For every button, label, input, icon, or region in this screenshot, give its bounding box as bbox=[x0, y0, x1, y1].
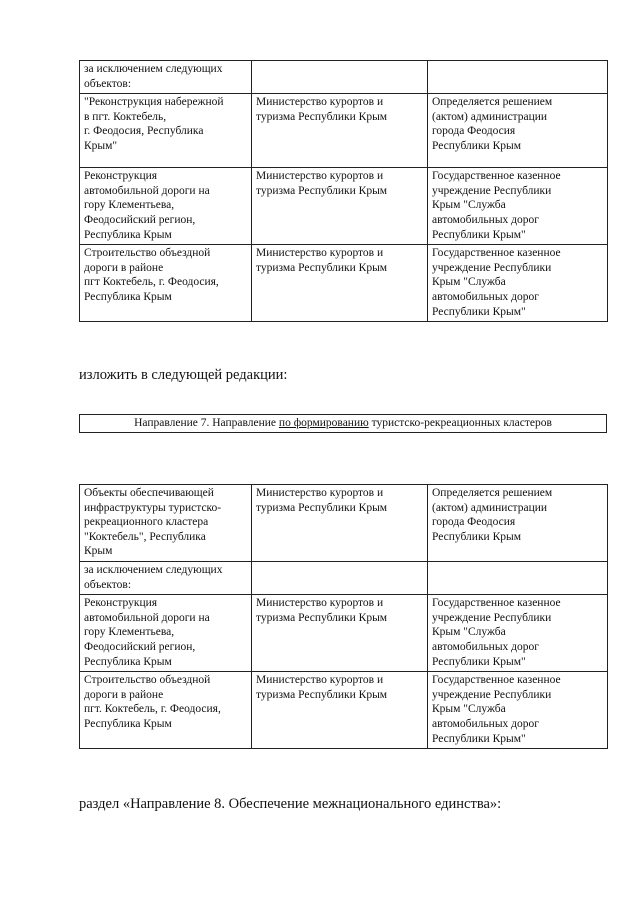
table-row bbox=[80, 561, 608, 594]
executor-cell: Определяется решением (актом) администрации города Феодосия Республики Крым bbox=[428, 485, 608, 562]
table-row bbox=[80, 485, 608, 562]
ministry-cell bbox=[252, 561, 428, 594]
direction-heading-prefix: Направление 7. Направление bbox=[134, 417, 279, 429]
object-cell: Строительство объездной дороги в районе пгт Коктебель, г. Феодосия, Республика Крым bbox=[80, 245, 252, 322]
ministry-cell: Министерство курортов и туризма Республики Крым bbox=[252, 672, 428, 749]
executor-cell: Определяется решением (актом) администрации города Феодосия Республики Крым bbox=[428, 94, 608, 168]
ministry-cell bbox=[252, 61, 428, 94]
section-text: раздел «Направление 8. Обеспечение межнационального единства»: bbox=[79, 796, 502, 812]
direction-heading-box bbox=[79, 414, 607, 433]
ministry-cell: Министерство курортов и туризма Республики Крым bbox=[252, 94, 428, 168]
executor-cell bbox=[428, 61, 608, 94]
executor-cell: Государственное казенное учреждение Республики Крым "Служба автомобильных дорог Республики Крым" bbox=[428, 168, 608, 245]
object-cell: Реконструкция автомобильной дороги на гору Клементьева, Феодосийский регион, Республика Крым bbox=[80, 168, 252, 245]
executor-cell: Государственное казенное учреждение Республики Крым "Служба автомобильных дорог Республики Крым" bbox=[428, 672, 608, 749]
objects-table-new bbox=[79, 484, 608, 749]
table-row bbox=[80, 168, 608, 245]
table-row bbox=[80, 245, 608, 322]
direction-heading-suffix: туристско-рекреационных кластеров bbox=[368, 417, 552, 429]
ministry-cell: Министерство курортов и туризма Республики Крым bbox=[252, 245, 428, 322]
table-row bbox=[80, 595, 608, 672]
ministry-cell: Министерство курортов и туризма Республики Крым bbox=[252, 485, 428, 562]
instruction-text: изложить в следующей редакции: bbox=[79, 367, 288, 383]
executor-cell: Государственное казенное учреждение Республики Крым "Служба автомобильных дорог Республики Крым" bbox=[428, 245, 608, 322]
object-cell: Строительство объездной дороги в районе пгт. Коктебель, г. Феодосия, Республика Крым bbox=[80, 672, 252, 749]
ministry-cell: Министерство курортов и туризма Республики Крым bbox=[252, 168, 428, 245]
object-cell: "Реконструкция набережной в пгт. Коктебель, г. Феодосия, Республика Крым" bbox=[80, 94, 252, 168]
table-row bbox=[80, 61, 608, 94]
table-row bbox=[80, 672, 608, 749]
direction-heading-underlined: по формированию bbox=[278, 417, 369, 429]
object-cell: за исключением следующих объектов: bbox=[80, 61, 252, 94]
objects-table-original bbox=[79, 60, 608, 322]
table-row bbox=[80, 94, 608, 168]
ministry-cell: Министерство курортов и туризма Республики Крым bbox=[252, 595, 428, 672]
object-cell: Реконструкция автомобильной дороги на гору Клементьева, Феодосийский регион, Республика Крым bbox=[80, 595, 252, 672]
object-cell: Объекты обеспечивающей инфраструктуры туристско- рекреационного кластера "Коктебель", Республика Крым bbox=[80, 485, 252, 562]
executor-cell bbox=[428, 561, 608, 594]
executor-cell: Государственное казенное учреждение Республики Крым "Служба автомобильных дорог Республики Крым" bbox=[428, 595, 608, 672]
object-cell: за исключением следующих объектов: bbox=[80, 561, 252, 594]
